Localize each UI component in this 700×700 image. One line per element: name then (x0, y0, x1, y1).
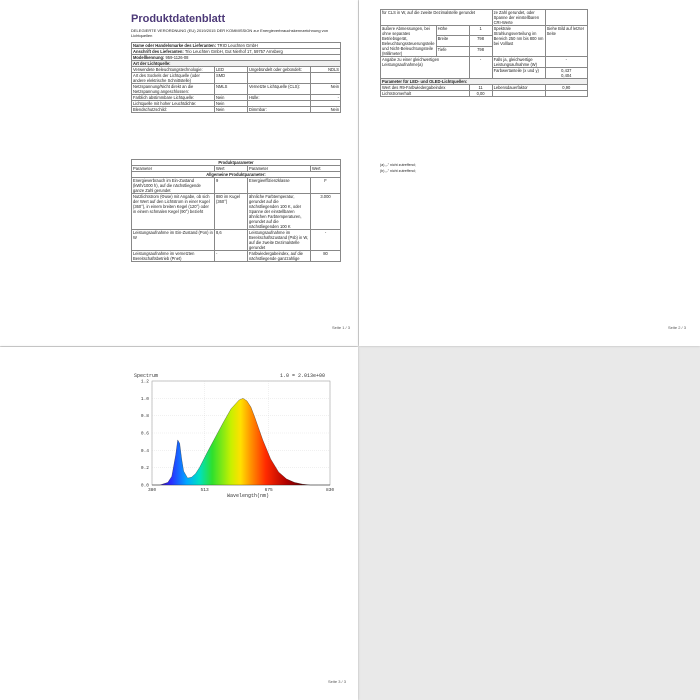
footnote: (a) „-" nicht zutreffend; (380, 163, 416, 167)
y-tick-label: 0.8 (140, 414, 149, 420)
continued-params-table (380, 9, 588, 97)
y-tick-label: 1.0 (140, 396, 149, 402)
x-axis-label: Wavelength(nm) (226, 493, 270, 499)
table-row: Lichtstromerhalt 0,00 (381, 91, 588, 97)
page-1 (0, 0, 358, 346)
page-number: Seite 1 / 3 (331, 325, 350, 330)
table-row: Leistungsaufnahme im vernetzten Bereitschaftsbetrieb (Pnet) - Farbwiedergabeindex, auf die nächstliegende ganzzahlige 80 (132, 251, 341, 262)
general-header: Allgemeine Produktparameter: (132, 172, 341, 178)
table-row: Breite 798 (381, 36, 588, 46)
address-row: Anschrift des Lieferanten: Trio Leuchten GmbH, Gut Nierhof 17, 59757 Arnsberg (132, 49, 341, 55)
page-number: Seite 2 / 3 (667, 325, 686, 330)
page-title: Produktdatenblatt (131, 13, 226, 25)
table-row: Verwendete Beleuchtungstechnologie: LED Ungebündelt oder gebündelt: NDLS (133, 67, 339, 72)
product-params-table (131, 159, 341, 262)
table-row: Netzspannung/Nicht direkt an die Netzspannung angeschlossen: NMLS Vernetzte Lichtquelle (CLS): Nein (133, 84, 339, 94)
regulation-text: DELEGIERTE VERORDNUNG (EU) 2019/2015 DER KOMMISSION zur Energieverbrauchskennzeichnung von Lichtquellen (131, 28, 329, 38)
supplier-table (131, 42, 341, 113)
type-header: Art der Lichtquelle: (132, 61, 341, 67)
table-row: Energieverbrauch im Ein-Zustand (kWh/1000 h), auf die nächstliegende ganze Zahl gerundet 9 Energieeffizienzklasse F (132, 178, 341, 194)
y-tick-label: 0.6 (140, 431, 149, 437)
table-row: Farblich abstimmbare Lichtquelle: Nein Hülle: - (133, 95, 339, 100)
table-row: Wert des R9-Farbwiedergabeindex 11 Lebensdauerfaktor 0,90 (381, 85, 588, 91)
model-row: Modellkennung: 959-1126-08 (132, 55, 341, 61)
table-row: Tiefe 798 (381, 46, 588, 56)
table-row: Lichtquelle mit hoher Leuchtdichte: Nein (132, 101, 341, 107)
supplier-row: Name oder Handelsmarke des Lieferanten: TRIO Leuchten GmbH (132, 43, 341, 49)
product-params-header: Produktparameter (132, 160, 341, 166)
footnote: (b) „-" nicht zutreffend; (380, 169, 416, 173)
page-number: Seite 3 / 3 (327, 679, 346, 684)
x-tick-label: 675 (264, 488, 273, 493)
x-tick-label: 830 (325, 488, 335, 493)
x-tick-label: 513 (200, 488, 209, 493)
y-tick-label: 0.4 (140, 448, 149, 454)
spectrum-chart (130, 371, 340, 501)
table-row: Nutzlichtstrom (Φuse) mit Angabe, ob sich der Wert auf den Lichtstrom in einer Kugel (360°), in einem breiten Kegel (120°) oder in einem schmalen Kegel (90°) bezieht 880 im Kugel (360°) ähnliche Farbtemperatur, gerundet auf die nächstliegenden 100 K, oder Spanne der einstellbaren ähnlichen Farbtemperaturen, gerundet auf die nächstliegenden 100 K 3.000 (132, 194, 341, 230)
table-row: Blendschutzschild: Nein Dimmbar: Nein (133, 107, 339, 112)
y-tick-label: 0.2 (140, 466, 149, 472)
column-headers: Parameter Wert Parameter Wert (132, 166, 341, 172)
table-row: äußere Abmessungen, bei ohne separates Betriebsgerät, Beleuchtungssteuerungsteile und Nicht-Beleuchtungsteile (Millimeter) Höhe 1 Spektrale Strahlungsverteilung im Bereich 250 nm bis 800 nm bei Volllast Siehe Bild auf letzter Seite (381, 26, 588, 36)
table-row: Art des Sockels der Lichtquelle (oder andere elektrische Schnittstelle) SMD (132, 73, 341, 84)
chart-annotation: 1.0 = 2.013e+00 (280, 373, 326, 379)
y-tick-label: 1.2 (140, 379, 149, 385)
chart-title: Spectrum (134, 373, 159, 379)
table-row: Leistungsaufnahme im Ein-Zustand (Pon) in W 8,6 Leistungsaufnahme im Bereitschaftszustand (Psb) in W, auf die zweite Dezimalstelle gerundet - (132, 230, 341, 251)
x-tick-label: 380 (147, 488, 157, 493)
table-row: Angabe zu einer gleichwertigen Leistungsaufnahme(a) - Falls ja, gleichwertige Leistungsaufnahme (W) - (381, 57, 588, 68)
y-tick-label: 0.0 (140, 483, 149, 489)
table-row: für CLS in W, auf die zweite Dezimalstelle gerundet ze Zahl gerundet, oder Spanne der einstellbaren CRI-Werte (381, 10, 588, 26)
led-header: Parameter für LED- und OLED-Lichtquellen: (381, 79, 588, 85)
table-row: Farbwertanteile (x und y) 0,437 0,404 (381, 68, 588, 79)
